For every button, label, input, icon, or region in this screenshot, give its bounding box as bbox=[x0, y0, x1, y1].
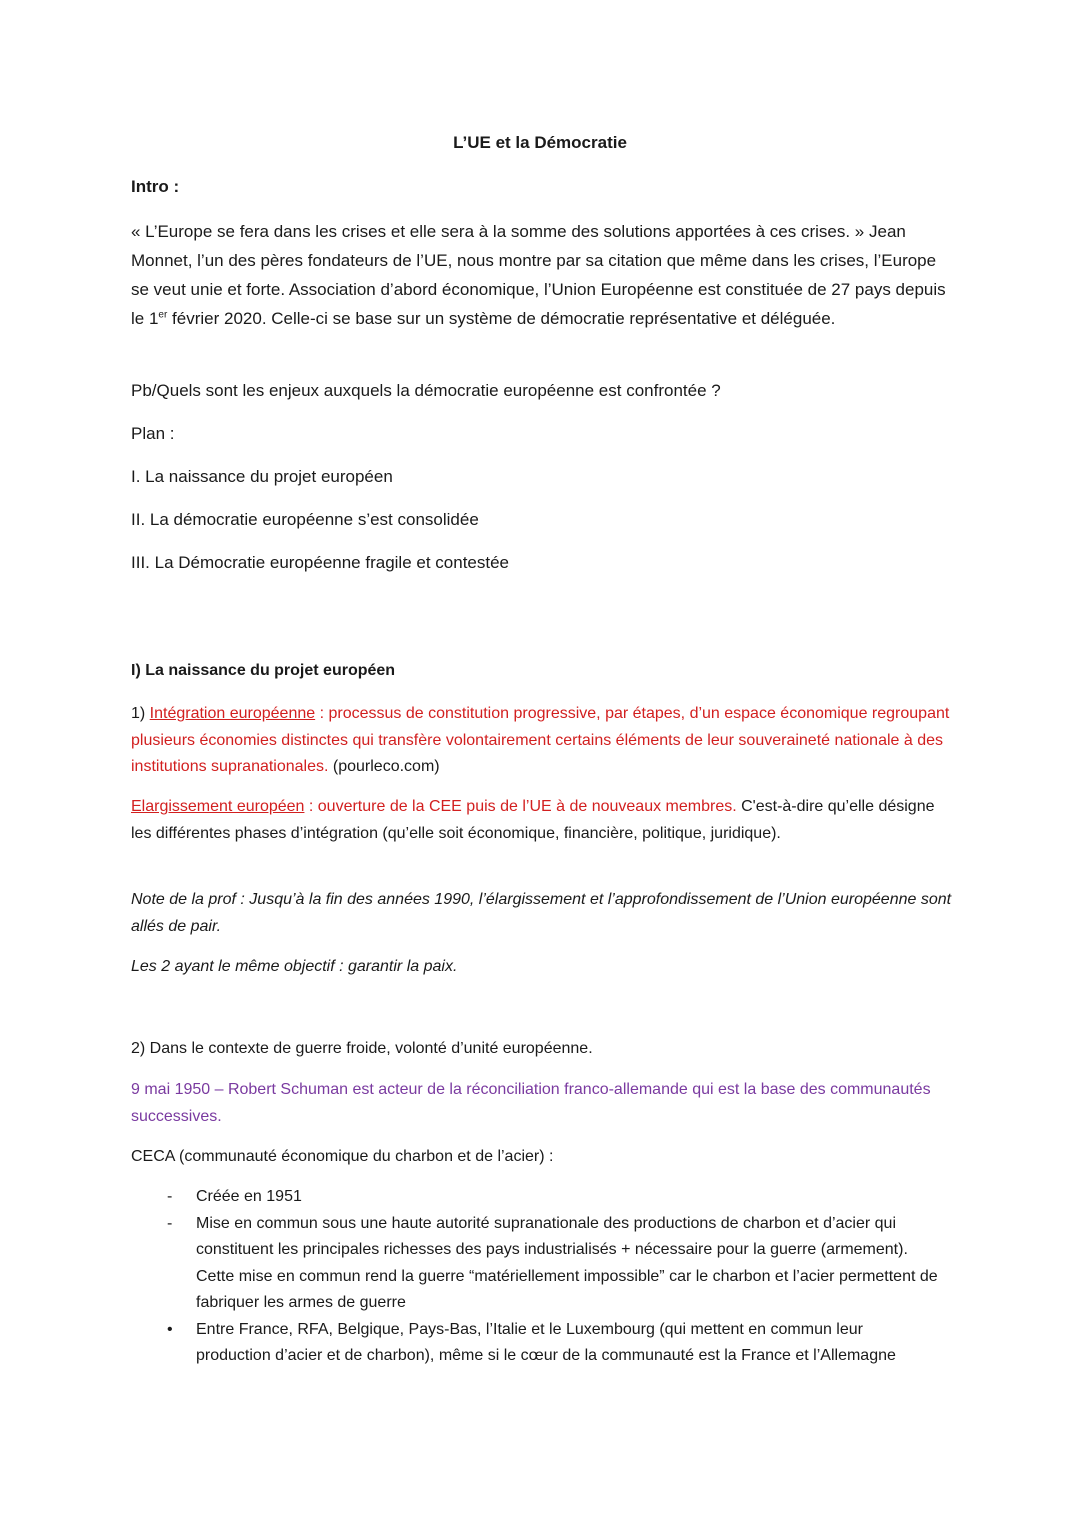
list-marker: - bbox=[167, 1188, 173, 1205]
schuman-paragraph: 9 mai 1950 – Robert Schuman est acteur de la réconciliation franco-allemande qui est la base des communautés successives. bbox=[131, 1081, 931, 1125]
intro-text-end: février 2020. Celle-ci se base sur un système de démocratie représentative et déléguée. bbox=[167, 309, 836, 328]
list-item-text: Créée en 1951 bbox=[196, 1188, 302, 1205]
plan-label: Plan : bbox=[131, 424, 175, 443]
list-item-text: Entre France, RFA, Belgique, Pays-Bas, l’Italie et le Luxembourg (qui mettent en commun leur production d’acier et de charbon), même si le cœur de la communauté est la France et l’Allemagne bbox=[196, 1320, 896, 1364]
def1-term: Intégration européenne bbox=[149, 705, 316, 722]
subsection-2-heading: 2) Dans le contexte de guerre froide, volonté d’unité européenne. bbox=[131, 1040, 593, 1057]
intro-superscript: er bbox=[158, 309, 168, 321]
problematic: Pb/Quels sont les enjeux auxquels la démocratie européenne est confrontée ? bbox=[131, 381, 721, 400]
list-item bbox=[131, 1317, 941, 1370]
intro-heading: Intro : bbox=[131, 177, 180, 196]
ceca-list bbox=[131, 1184, 941, 1370]
list-marker: • bbox=[167, 1320, 173, 1338]
section1-heading: I) La naissance du projet européen bbox=[131, 662, 396, 679]
plan-item-3: III. La Démocratie européenne fragile et contestée bbox=[131, 553, 510, 572]
definition-elargissement bbox=[131, 794, 956, 847]
teacher-note-2: Les 2 ayant le même objectif : garantir la paix. bbox=[131, 958, 458, 975]
list-item bbox=[131, 1211, 941, 1317]
def1-number: 1) bbox=[131, 705, 150, 722]
def1-text: : processus de constitution progressive, par étapes, d’un espace économique regroupant plusieurs économies distinctes qui transfère volontairement certains éléments de leur souveraineté nationale à des institutions supranationales. bbox=[131, 705, 950, 775]
definition-integration bbox=[131, 701, 956, 781]
def1-source: (pourleco.com) bbox=[328, 758, 440, 775]
document-title: L’UE et la Démocratie bbox=[453, 133, 627, 152]
list-item-text: Mise en commun sous une haute autorité supranationale des productions de charbon et d’acier qui constituent les principales richesses des pays industrialisés + nécessaire pour la guerre (armement). Cette mise en commun rend la guerre “matériellement impossible” car le charbon et l’acier permettent de fabriquer les armes de guerre bbox=[196, 1214, 938, 1311]
plan-item-2: II. La démocratie européenne s’est consolidée bbox=[131, 510, 479, 529]
list-item bbox=[131, 1184, 941, 1211]
def2-rest: C'est-à-dire qu’elle désigne les différentes phases d’intégration (qu’elle soit économique, financière, politique, juridique). bbox=[131, 798, 935, 842]
list-marker: - bbox=[167, 1214, 173, 1232]
def2-text: : ouverture de la CEE puis de l’UE à de nouveaux membres. bbox=[304, 798, 737, 815]
intro-paragraph bbox=[131, 217, 956, 333]
plan-item-1: I. La naissance du projet européen bbox=[131, 467, 393, 486]
def2-term: Elargissement européen bbox=[131, 798, 305, 815]
teacher-note: Note de la prof : Jusqu’à la fin des années 1990, l’élargissement et l’approfondissement de l’Union européenne sont allés de pair. bbox=[131, 891, 952, 935]
ceca-heading: CECA (communauté économique du charbon et de l’acier) : bbox=[131, 1148, 554, 1165]
intro-text: « L’Europe se fera dans les crises et elle sera à la somme des solutions apportées à ces crises. » Jean Monnet, l’un des pères fondateurs de l’UE, nous montre par sa citation que même dans les crises, l’Europe se veut unie et forte. Association d’abord économique, l’Union Européenne est constituée de 27 pays depuis le 1 bbox=[131, 222, 946, 328]
